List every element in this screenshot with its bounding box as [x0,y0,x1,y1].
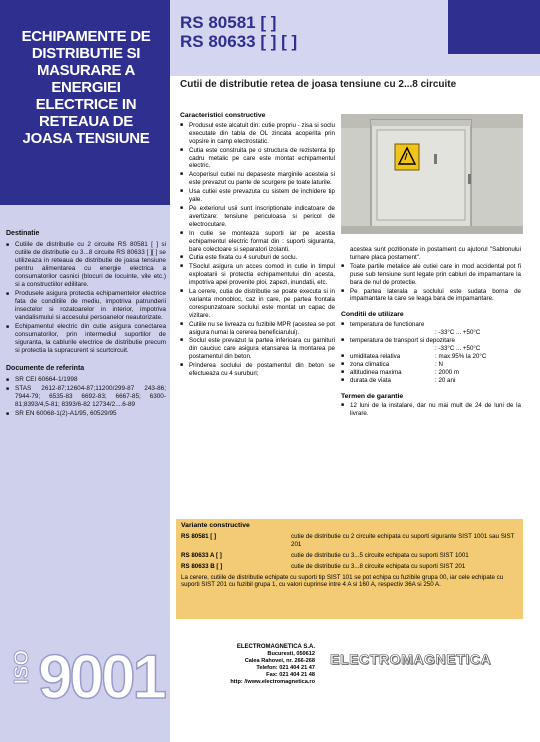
list-item: ■ Pe partea laterala a soclului este sudata borna de impamantare la care se leaga bara de impamantare. [341,288,521,304]
list-item: ■ 12 luni de la instalare, dar nu mai mult de 24 de luni de la livrare. [341,402,521,418]
list-item: ■ SR CEI 60664-1/1998 [6,376,166,384]
sidebar-title-line: DISTRIBUTIE SI [31,45,141,62]
variant-desc: cutie de distributie cu 3...5 circuite echipata cu suporti SIST 1001 [291,551,469,559]
variants-note: La cerere, cutiile de distributie echipate cu suporti tip SIST 101 se pot echipa cu fuzibile grupa 00, iar cele echipate cu suporti SIST 201 cu fuzibil grupa 1, cu valori cuprinse intre 4 A si 160 A, respectiv 36A si 250 A. [181,573,504,589]
variant-name: RS 80581 [ ] [181,532,217,540]
variant-desc: cutie de distributie cu 2 circuite echipata cu suporti sigurante SIST 1001 sau SIST 201 [291,532,515,548]
spec-row [341,369,521,377]
list-item: ■ STAS 2612-87;12604-87;11200/299-87 243-86; 7944-79; 6535-83 6692-83; 6667-85; 6300-81;8393/4,5-81; 8393/6-82 12734/2....6-89 [6,385,166,409]
spec-value [455,337,521,345]
spec-row [341,377,521,385]
list-item: ■ Cutia este construita pe o structura de rezistenta tip cadru metalic pe care este montat echipamentul electric. [180,147,335,171]
list-item: ■ SR EN 60068-1(2)-A1/95, 60529/95 [6,410,166,418]
list-item: ■ Cutiile nu se livreaza cu fuzibile MPR (acestea se pot asigura numai la cererea beneficiarului). [180,321,335,337]
spec-value: : 2000 m [435,368,460,376]
conditions-heading: Conditii de utilizare [341,311,404,319]
list-item: ■ La cerere, cutia de distributie se poate executa si in varianta monobloc, caz in care, pe partea frontala corespunzatoare soclului este montat un capac de vizitare. [180,288,335,320]
list-item: ■ Acoperisul cutiei nu depaseste marginile acesteia si este prevazut cu pante de scurgere pe toate laturile. [180,171,335,187]
list-item: ■ Pe exteriorul usii sunt inscriptionate indicatoare de avertizare: tensiune periculoasa si pericol de electrocutare. [180,205,335,229]
model-title-1: RS 80581 [ ] [180,13,277,32]
spec-key: ■ durata de viata [350,376,391,384]
list-item: ■ Cutiile de distributie cu 2 circuite RS 80581 [ ] si cutiile de distributie cu 3...8 circuite RS 80633 [ ][ ] se utilizeaza in reteaua de distributie de joasa tensiune pentru alimentarea cu energie electrica a consumatorilor casnici (blocuri de locuinte, vile etc.) si a constructiilor edilitare. [6,241,166,289]
variant-name: RS 80633 A [ ] [181,551,222,559]
contact-fax: Fax: 021 404 21 48 [266,672,315,678]
variant-name: RS 80633 B [ ] [181,562,223,570]
spec-row [341,321,521,329]
variant-desc: cutie de distributie cu 3...8 circuite echipata cu suporti SIST 201 [291,562,466,570]
list-item: ■ TSoclul asigura un acces comod in cutie in timpul exploatarii si protectia echipamentului din acesta, impotriva apei provenite ploi, zapezi, inundatii, etc. [180,263,335,287]
spec-row [341,337,521,345]
destinatie-heading: Destinatie [6,230,40,237]
sidebar-title-line: RETEAUA DE [39,113,133,130]
right-column [341,246,521,419]
page-subtitle: Cutii de distributie retea de joasa tensiune cu 2...8 circuite [180,79,457,90]
company-logo: ELECTROMAGNETICA [330,651,492,667]
spec-value [435,321,521,329]
spec-row [341,361,521,369]
sidebar-title [6,28,166,147]
iso-9001-logo [8,636,168,702]
spec-value: : 20 ani [435,376,456,384]
spec-key: ■ temperatura de transport si depozitare [350,337,455,345]
list-item: ■ Soclul este prevazut la partea inferioara cu garnituri din cauciuc care asigura etansarea la montarea pe postamentul din beton. [180,337,335,361]
model-title-2: RS 80633 [ ] [ ] [180,32,298,51]
sidebar-title-line: JOASA TENSIUNE [22,130,150,147]
list-item: ■ Prinderea soclului de postamentul din beton se efectueaza cu 4 suruburi; [180,362,335,378]
sidebar-title-line: ECHIPAMENTE DE [21,28,151,45]
contact-city: Bucuresti, 050612 [267,651,315,657]
iso-text: ISO [11,650,33,685]
destinatie-list [6,241,166,355]
list-item: ■ Echipamentul electric din cutie asigura conectarea consumatorilor, prin intermediul suportilor de siguranta, la cablurile electrice de distributie precum si protectia la supracurent si scurtcircuit. [6,323,166,355]
constructive-list-2 [341,263,521,304]
constructive-column [180,112,335,379]
sidebar-title-line: MASURARE A [36,62,136,79]
variant-row [181,533,518,549]
spec-value: : N [435,360,443,368]
sidebar-title-line: ELECTRICE IN [35,96,137,113]
company-name: ELECTROMAGNETICA S.A. [236,644,315,650]
contact-block [205,644,315,686]
sidebar-title-line: ENERGIEI [51,79,121,96]
list-item: ■ In cutie se monteaza suporti iar pe acestia echipamentul electric format din : suporti siguranta, bare colectoare si separatori izolanti. [180,230,335,254]
spec-row: : -33°C ... +50°C [435,329,481,337]
contact-street: Calea Rahovei, nr. 266-268 [244,658,315,664]
list-item: ■ Cutia este fixata cu 4 suruburi de soclu. [180,254,335,262]
list-item: ■ Usa cutiei este prevazuta cu sistem de inchidere tip yale. [180,188,335,204]
variant-row [181,552,518,560]
contact-web[interactable]: http: //www.electromagnetica.ro [230,679,315,685]
sidebar-body [6,230,166,419]
spec-key: ■ altitudinea maxima [350,368,402,376]
spec-value: : max.95% la 20°C [435,352,487,360]
variants-box [176,519,523,619]
documente-list [6,376,166,418]
product-photo [341,114,523,234]
constructive-continuation: acestea sunt pozitionate in postament cu ajutorul "Sablonului turnare placa postament". [350,246,521,261]
spec-row [341,353,521,361]
contact-phone: Telefon: 021 404 21 47 [256,665,315,671]
warranty-heading: Termen de garantie [341,392,404,400]
variants-heading: Variante constructive [181,522,250,529]
header-accent [448,0,540,54]
spec-key: ■ umiditatea relativa [350,352,401,360]
documente-heading: Documente de referinta [6,365,85,372]
list-item: ■ Toate partile metalice ale cutiei care in mod accidental pot fi puse sub tensiune sunt legate prin cabluri de impamantare la bara de nul de protectie. [341,263,521,287]
variant-row [181,563,518,571]
warranty-list [341,402,521,418]
spec-row: : -33°C ... +50°C [435,344,481,352]
iso-number: 9001 [38,643,164,702]
list-item: ■ Produsele asigura protectia echipamentelor electrice fata de conditiile de mediu, impotriva patrunderii insectelor si rozatoarelor in interior, impotriva vandalismului si accesului persoanelor neautorizate. [6,290,166,322]
constructive-heading: Caracteristici constructive [180,112,266,119]
spec-key: ■ zona climatica [350,360,390,368]
constructive-list [180,122,335,378]
spec-key: ■ temperatura de functionare [350,321,425,329]
list-item: ■ Produsul este alcatuit din: cutie propriu - zisa si soclu executate din tabla de OL zincata acoperita prin vopsire in camp electrostatic. [180,122,335,146]
